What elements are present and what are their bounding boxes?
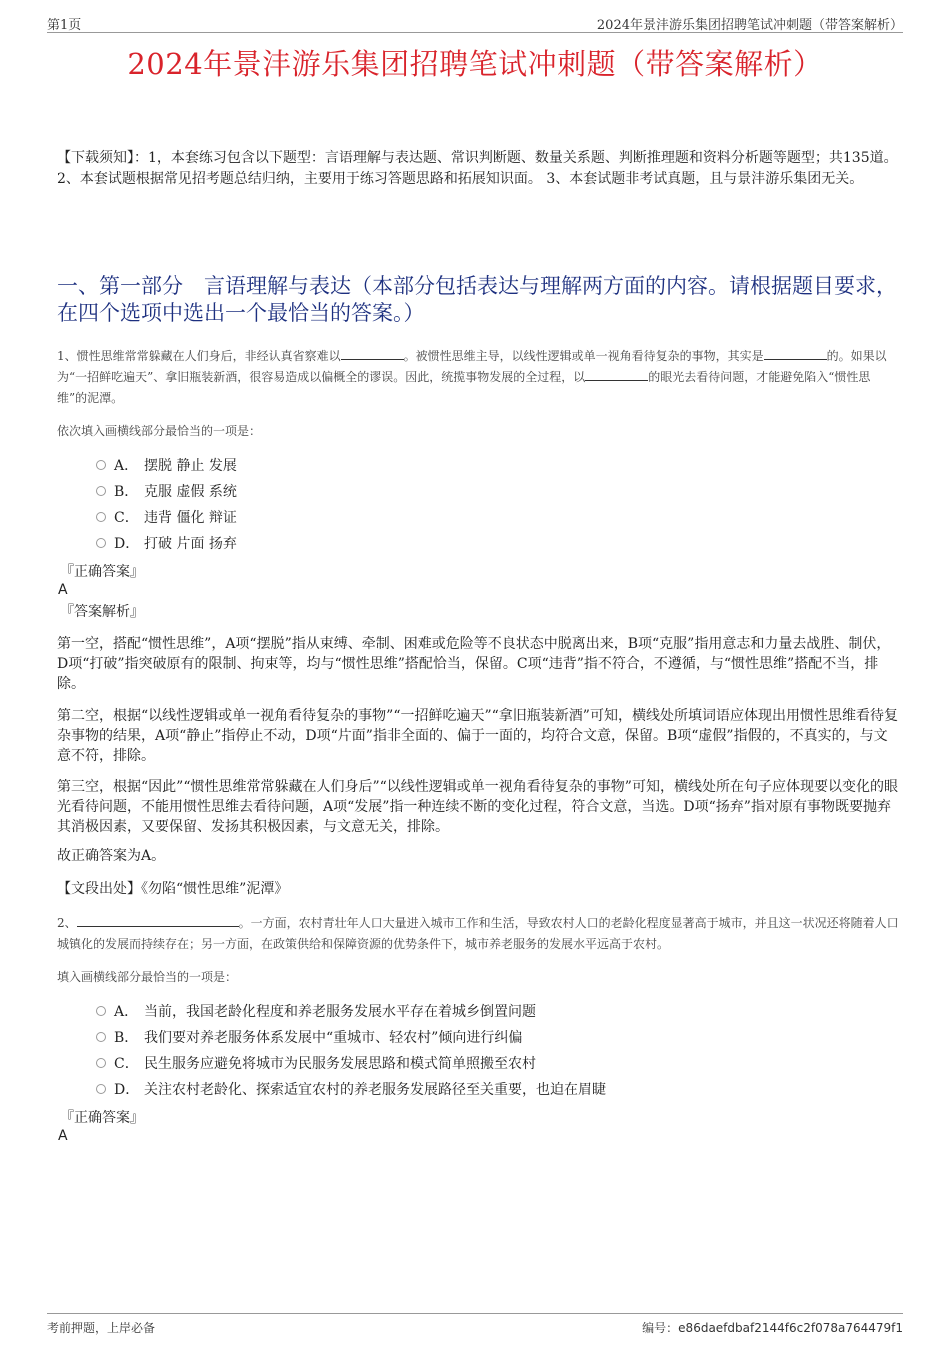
q2-stem-part1: 2、 <box>57 916 77 930</box>
q2-option-d[interactable]: D． 关注农村老龄化、探索适宜农村的养老服务发展路径至关重要，也迫在眉睫 <box>96 1080 606 1100</box>
radio-icon[interactable] <box>96 1006 106 1016</box>
blank-line <box>585 367 648 381</box>
q2-option-b[interactable]: B． 我们要对养老服务体系发展中“重城市、轻农村”倾向进行纠偏 <box>96 1028 522 1048</box>
blank-line <box>341 346 404 360</box>
q1-option-c[interactable]: C． 违背 僵化 辩证 <box>96 508 237 528</box>
radio-icon[interactable] <box>96 460 106 470</box>
q1-stem-part4: 的眼光去看待问题，才能避免陷入“惯性思维”的泥潭。 <box>57 370 871 405</box>
footer-slogan: 考前押题，上岸必备 <box>47 1321 156 1335</box>
header-doc-title: 2024年景沣游乐集团招聘笔试冲刺题（带答案解析） <box>596 18 903 33</box>
radio-icon[interactable] <box>96 1058 106 1068</box>
blank-line <box>77 913 239 927</box>
q2-answer-label: 『正确答案』 <box>60 1110 144 1126</box>
radio-icon[interactable] <box>96 1032 106 1042</box>
q2-answer: A <box>58 1128 68 1144</box>
q2-option-c[interactable]: C． 民生服务应避免将城市为民服务发展思路和模式简单照搬至农村 <box>96 1054 536 1074</box>
download-notice: 【下载须知】：1，本套练习包含以下题型：言语理解与表达题、常识判断题、数量关系题、判断推理题和资料分析题等题型；共135道。 2、本套试题根据常见招考题总结归纳，主要用于练习答题思路和拓展知识面。 3、本套试题非考试真题，且与景沣游乐集团无关。 <box>57 150 898 187</box>
doc-title: 2024年景沣游乐集团招聘笔试冲刺题（带答案解析） <box>127 47 823 81</box>
q1-analysis-para-2: 第二空，根据“以线性逻辑或单一视角看待复杂的事物”“一招鲜吃遍天”“拿旧瓶装新酒”可知，横线处所填词语应体现出用惯性思维看待复杂事物的结果，A项“静止”指停止不动，D项“片面”指非全面的、偏于一面的，均符合文意，保留。B项“虚假”指假的，不真实的，与文意不符，排除。 <box>57 708 898 764</box>
page-header <box>47 10 903 33</box>
radio-icon[interactable] <box>96 512 106 522</box>
q2-stem-part2: 。一方面，农村青壮年人口大量进入城市工作和生活，导致农村人口的老龄化程度显著高于城市，并且这一状况还将随着人口城镇化的发展而持续存在；另一方面，在政策供给和保障资源的优势条件下，城市养老服务的发展水平远高于农村。 <box>57 916 899 951</box>
q1-option-b[interactable]: B． 克服 虚假 系统 <box>96 482 237 502</box>
q1-option-a[interactable]: A． 摆脱 静止 发展 <box>96 456 237 476</box>
q1-source: 【文段出处】《勿陷“惯性思维”泥潭》 <box>57 881 289 897</box>
q1-analysis-label: 『答案解析』 <box>60 604 144 620</box>
q1-analysis-para-3: 第三空，根据“因此”“惯性思维常常躲藏在人们身后”“以线性逻辑或单一视角看待复杂的事物”可知，横线处所在句子应体现要以变化的眼光看待问题，不能用惯性思维去看待问题，A项“发展”指一种连续不断的变化过程，符合文意，当选。D项“扬弃”指对原有事物既要抛弃其消极因素，又要保留、发扬其积极因素，与文意无关，排除。 <box>57 779 898 835</box>
footer-code: 编号：e86daefdbaf2144f6c2f078a764479f1 <box>642 1321 903 1335</box>
q2-option-a[interactable]: A． 当前，我国老龄化程度和养老服务发展水平存在着城乡倒置问题 <box>96 1002 536 1022</box>
section-heading: 一、第一部分 言语理解与表达（本部分包括表达与理解两方面的内容。请根据题目要求，在四个选项中选出一个最恰当的答案。） <box>57 274 897 325</box>
q2-prompt: 填入画横线部分最恰当的一项是： <box>57 970 238 984</box>
question-1-stem <box>57 346 899 409</box>
page-number: 第1页 <box>47 18 82 33</box>
q1-stem-part1: 1、惯性思维常常躲藏在人们身后，非经认真省察难以 <box>57 349 341 363</box>
radio-icon[interactable] <box>96 538 106 548</box>
q1-answer: A <box>58 582 68 598</box>
question-2-stem <box>57 913 899 955</box>
q1-option-d[interactable]: D． 打破 片面 扬弃 <box>96 534 237 554</box>
q1-analysis-conclusion: 故正确答案为A。 <box>57 848 166 864</box>
q1-answer-label: 『正确答案』 <box>60 564 144 580</box>
q1-stem-part3: 的。如果以为“一招鲜吃遍天”、拿旧瓶装新酒，很容易造成以偏概全的谬误。因此，统揽事物发展的全过程，以 <box>57 349 887 384</box>
q1-prompt: 依次填入画横线部分最恰当的一项是： <box>57 424 262 438</box>
radio-icon[interactable] <box>96 1084 106 1094</box>
radio-icon[interactable] <box>96 486 106 496</box>
q1-stem-part2: 。被惯性思维主导，以线性逻辑或单一视角看待复杂的事物，其实是 <box>403 349 764 363</box>
q1-analysis-para-1: 第一空，搭配“惯性思维”，A项“摆脱”指从束缚、牵制、困难或危险等不良状态中脱离出来，B项“克服”指用意志和力量去战胜、制伏，D项“打破”指突破原有的限制、拘束等，均与“惯性思维”搭配恰当，保留。C项“违背”指不符合，不遵循，与“惯性思维”搭配不当，排除。 <box>57 636 891 692</box>
blank-line <box>764 346 827 360</box>
page-footer <box>47 1313 903 1336</box>
